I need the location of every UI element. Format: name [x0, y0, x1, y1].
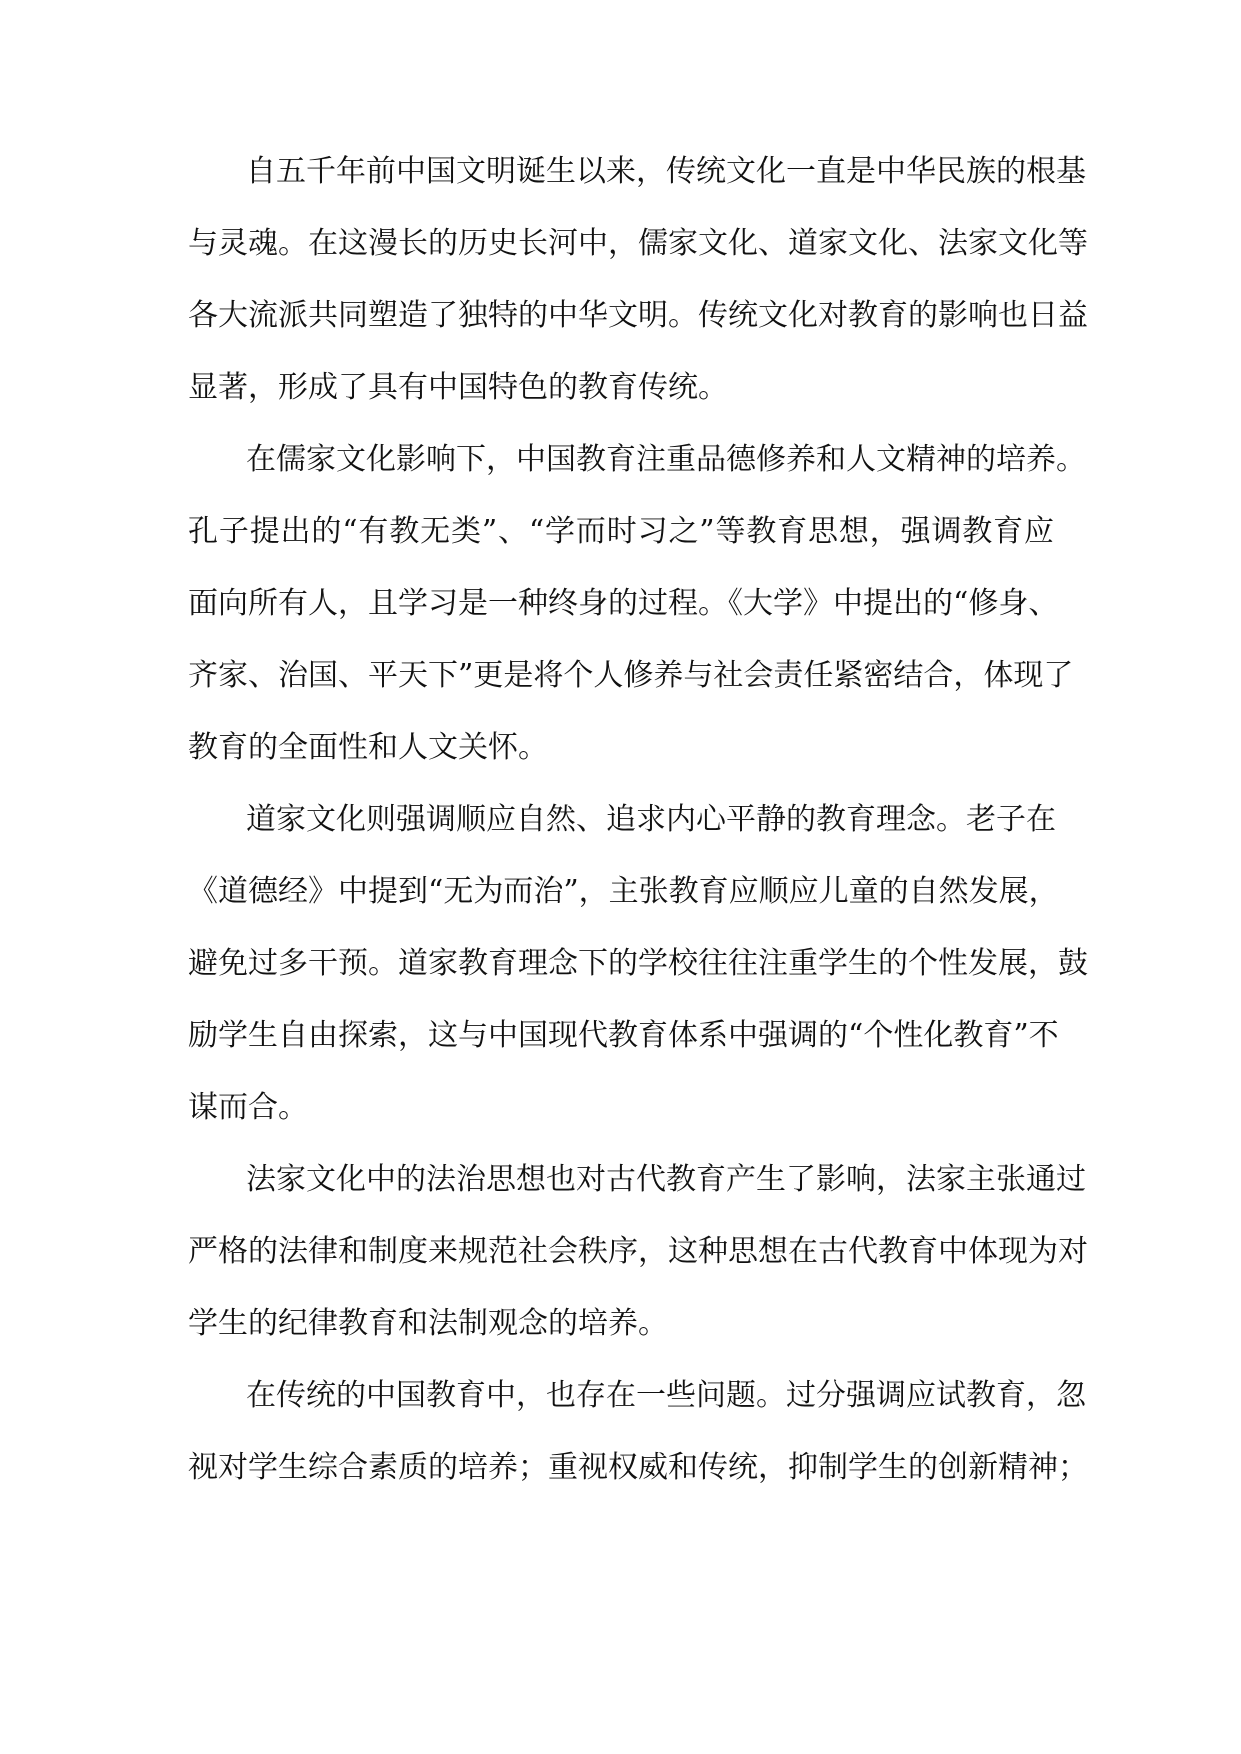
text-line: 与灵魂。在这漫长的历史长河中，儒家文化、道家文化、法家文化等 [188, 226, 1088, 261]
text-line: 学生的纪律教育和法制观念的培养。 [188, 1306, 668, 1341]
text-line: 道家文化则强调顺应自然、追求内心平静的教育理念。老子在 [246, 802, 1056, 837]
text-line: 《道德经》中提到“无为而治”，主张教育应顺应儿童的自然发展， [188, 874, 1059, 909]
text-line: 孔子提出的“有教无类”、“学而时习之”等教育思想，强调教育应 [188, 514, 1054, 549]
text-line: 面向所有人，且学习是一种终身的过程。《大学》中提出的“修身、 [188, 586, 1059, 621]
text-line: 视对学生综合素质的培养；重视权威和传统，抑制学生的创新精神； [188, 1450, 1088, 1485]
text-line: 在传统的中国教育中，也存在一些问题。过分强调应试教育，忽 [246, 1378, 1086, 1413]
text-line: 自五千年前中国文明诞生以来，传统文化一直是中华民族的根基 [246, 154, 1086, 189]
text-line: 教育的全面性和人文关怀。 [188, 730, 548, 765]
text-line: 法家文化中的法治思想也对古代教育产生了影响，法家主张通过 [246, 1162, 1086, 1197]
text-line: 严格的法律和制度来规范社会秩序，这种思想在古代教育中体现为对 [188, 1234, 1088, 1269]
paragraph-taoist [188, 784, 1088, 1144]
text-line: 齐家、治国、平天下”更是将个人修养与社会责任紧密结合，体现了 [188, 658, 1074, 693]
paragraph-confucian [188, 424, 1086, 784]
text-line: 各大流派共同塑造了独特的中华文明。传统文化对教育的影响也日益 [188, 298, 1088, 333]
text-line: 谋而合。 [188, 1090, 308, 1125]
text-line: 励学生自由探索，这与中国现代教育体系中强调的“个性化教育”不 [188, 1018, 1059, 1053]
paragraph-traditional-culture [188, 136, 1088, 424]
text-line: 显著，形成了具有中国特色的教育传统。 [188, 370, 728, 405]
paragraph-problems [188, 1360, 1088, 1504]
text-line: 在儒家文化影响下，中国教育注重品德修养和人文精神的培养。 [246, 442, 1086, 477]
text-line: 避免过多干预。道家教育理念下的学校往往注重学生的个性发展，鼓 [188, 946, 1088, 981]
paragraph-legalist [188, 1144, 1088, 1360]
